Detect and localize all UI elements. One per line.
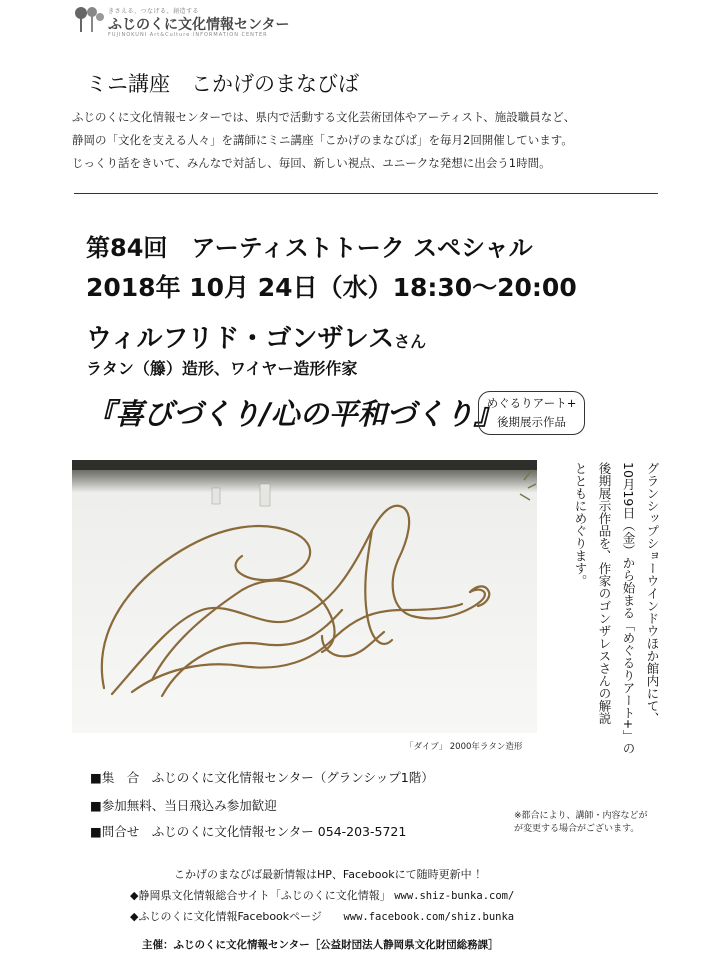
event-number: 第84回 アーティストトーク スペシャル [86,234,533,262]
rattan-sculpture-photo [72,460,537,733]
badge-line-1: めぐるりアート+ [486,396,577,410]
notice-line-1: ※都合により、講師・内容などが [514,811,648,821]
logo-tree-icon [72,6,106,32]
work-title: 『喜びづくり/心の平和づくり』 [86,397,503,431]
logo-tagline: きさえる、つなげる、創造する [108,8,200,15]
event-date: 2018年 10月 24日（水）18:30～20:00 [86,273,577,302]
artist-role: ラタン（籐）造形、ワイヤー造形作家 [86,359,358,378]
facebook-line [130,908,514,924]
facebook-url-link[interactable]: www.facebook.com/shiz.bunka [343,911,515,923]
notice-line-2: が変更する場合がございます。 [514,824,640,834]
sponsor: 主催：ふじのくに文化情報センター［公益財団法人静岡県文化財団総務課］ [142,939,499,951]
intro-line-1: ふじのくに文化情報センターでは、県内で活動する文化芸術団体やアーティスト、施設職員など、 [72,110,576,124]
logo-name-en: FUJINOKUNI Art&Culture INFORMATION CENTER [108,32,268,38]
exhibition-badge [478,391,585,435]
facebook-label: ◆ふじのくに文化情報Facebookページ [130,910,322,923]
artist-name: ウィルフリド・ゴンザレス [86,324,395,354]
info-contact: ■問合せ ふじのくに文化情報センター 054-203-5721 [90,824,407,839]
logo-name: ふじのくに文化情報センター [108,17,290,33]
intro-line-3: じっくり話をきいて、みんなで対話し、毎回、新しい視点、ユニークな発想に出会う1時間。 [72,156,551,170]
info-venue: ■集 合 ふじのくに文化情報センター（グランシップ1階） [90,770,434,785]
divider [74,193,658,194]
vertical-line-3: 後期展示作品を、作家のゴンザレスさんの解説 [597,462,612,725]
photo-caption: 「ダイブ」 2000年ラタン造形 [405,742,523,752]
series-title: ミニ講座 こかげのまなびば [86,72,359,96]
badge-line-2: 後期展示作品 [497,415,566,429]
site-label: ◆静岡県文化情報総合サイト「ふじのくに文化情報」 [130,889,391,902]
vertical-line-4: とともにめぐります。 [573,462,588,587]
vertical-line-1: グランシップショーウインドウほか館内にて、 [645,462,660,725]
intro-line-2: 静岡の「文化を支える人々」を講師にミニ講座「こかげのまなびば」を毎月2回開催しています。 [72,133,573,147]
artist-suffix: さん [394,332,427,351]
vertical-line-2: 10月19日（金）から始まる「めぐるりアート+」の [621,462,636,755]
site-url-link[interactable]: www.shiz-bunka.com/ [394,890,515,902]
artist-name-line [86,318,426,355]
info-fee: ■参加無料、当日飛込み参加歓迎 [90,798,277,813]
update-notice: こかげのまなびば最新情報はHP、Facebookにて随時更新中 ！ [174,868,487,881]
site-line [130,887,514,903]
